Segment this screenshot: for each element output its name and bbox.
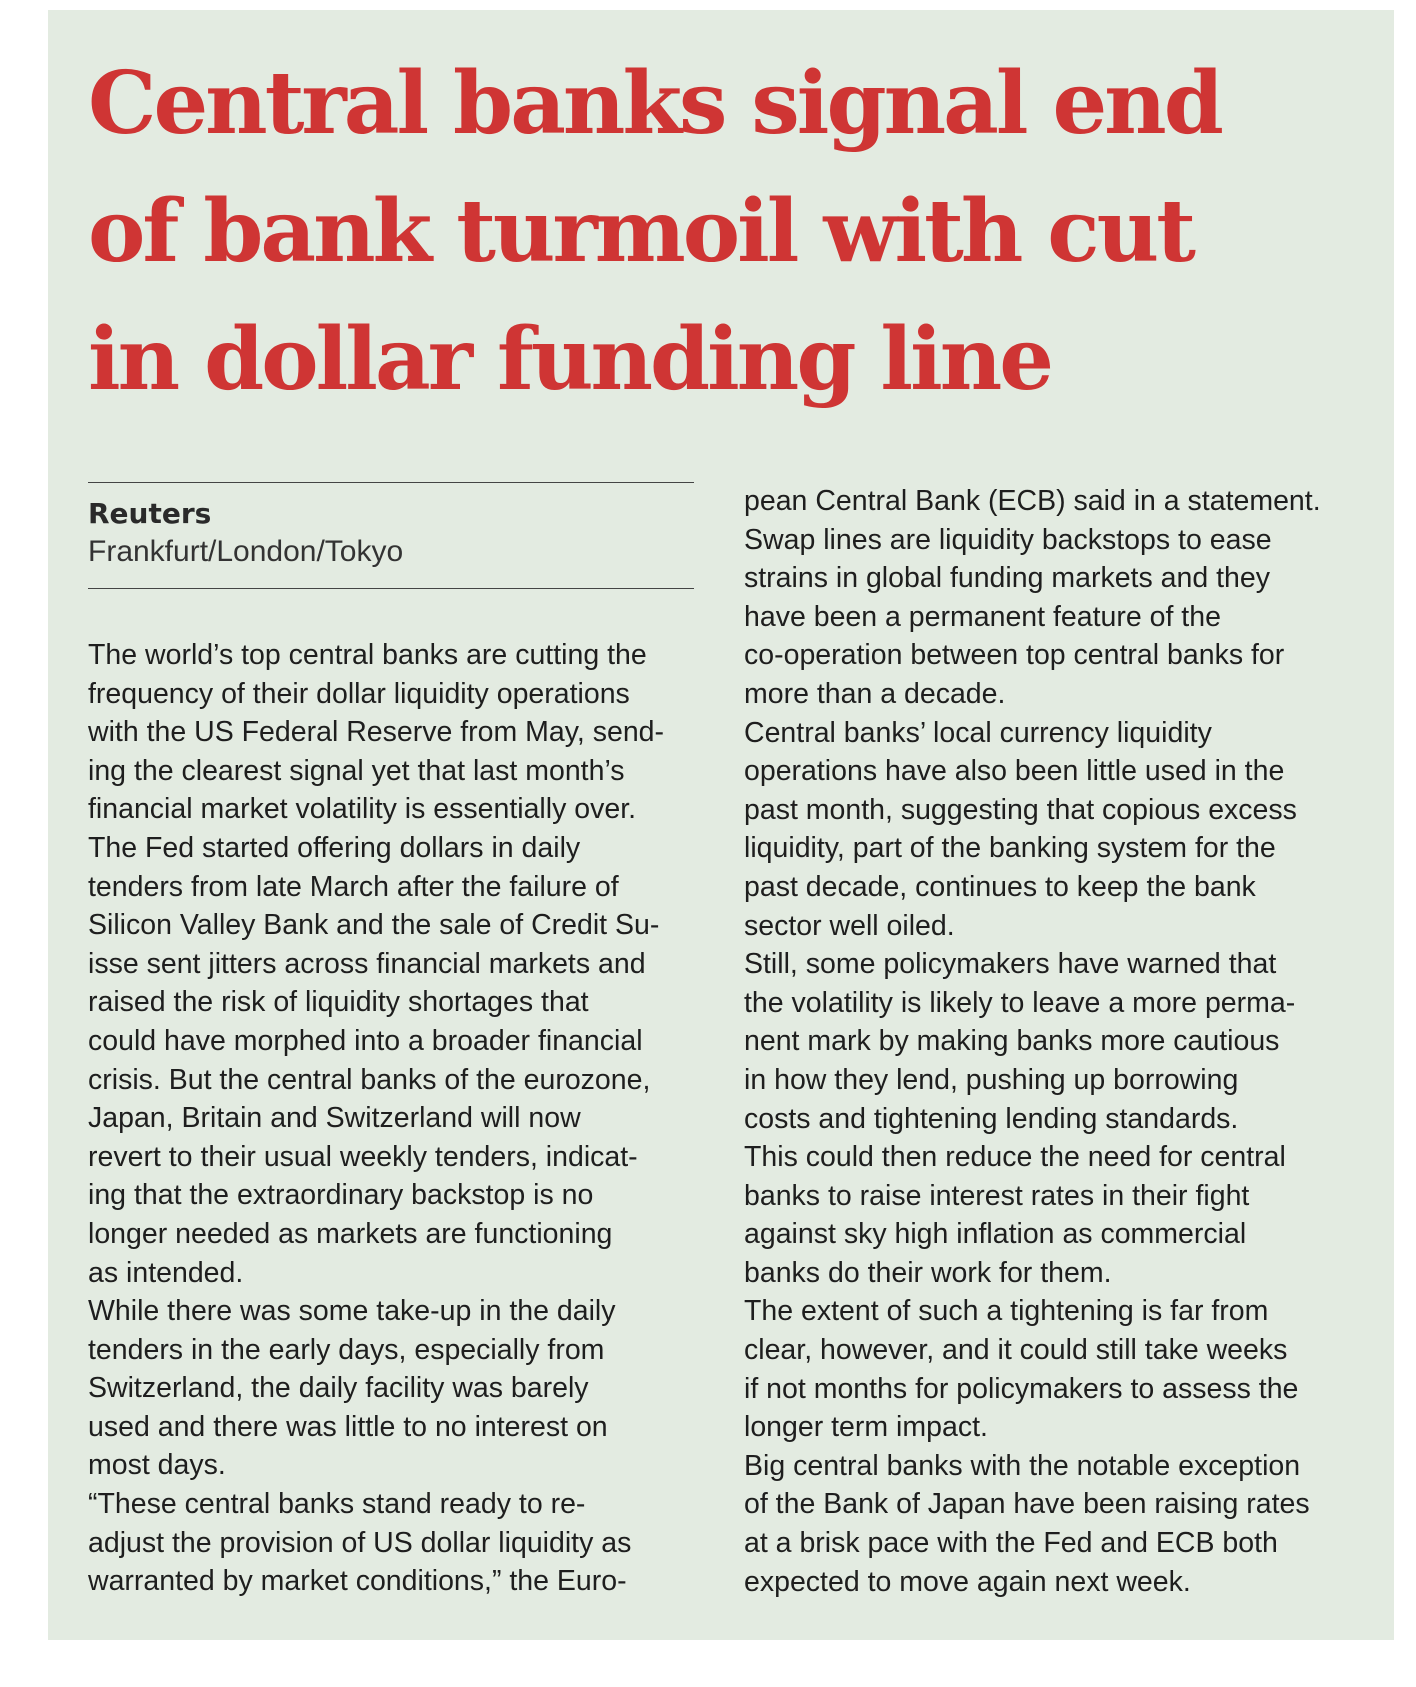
headline-line: in dollar funding line [88, 309, 1051, 410]
headline [88, 40, 1368, 424]
body-text-line: more than a decade. [744, 677, 1006, 710]
body-text-line: This could then reduce the need for central [744, 1141, 1286, 1174]
byline-dateline: Frankfurt/London/Tokyo [88, 535, 404, 568]
body-text-line: longer term impact. [744, 1411, 988, 1444]
body-text-line: against sky high inflation as commercial [744, 1218, 1247, 1251]
body-text-line: Still, some policymakers have warned that [744, 948, 1277, 981]
body-text-line: past month, suggesting that copious excess [744, 793, 1297, 826]
body-text-line: costs and tightening lending standards. [744, 1102, 1239, 1135]
body-text-line: tenders from late March after the failure of [88, 870, 619, 903]
body-text-line: nent mark by making banks more cautious [744, 1025, 1280, 1058]
body-text-line: Silicon Valley Bank and the sale of Credit Su- [88, 909, 660, 942]
body-text-line: operations have also been little used in the [744, 755, 1285, 788]
body-text-line: The Fed started offering dollars in daily [88, 831, 581, 864]
body-text-line: if not months for policymakers to assess the [744, 1372, 1299, 1405]
headline-line: Central banks signal end [88, 53, 1221, 154]
body-text-line: adjust the provision of US dollar liquidity as [88, 1526, 632, 1559]
body-text-line: expected to move again next week. [744, 1565, 1191, 1598]
headline-line: of bank turmoil with cut [88, 181, 1193, 282]
body-text-line: warranted by market conditions,” the Euro- [88, 1565, 627, 1598]
body-text-line: sector well oiled. [744, 909, 955, 942]
body-text-line: raised the risk of liquidity shortages that [88, 986, 589, 1019]
body-text-line: Switzerland, the daily facility was barely [88, 1372, 589, 1405]
byline-bottom-rule [88, 588, 694, 589]
body-text-line: crisis. But the central banks of the eurozone, [88, 1063, 651, 1096]
body-text-line: Japan, Britain and Switzerland will now [88, 1102, 581, 1135]
body-text-line: at a brisk pace with the Fed and ECB both [744, 1527, 1278, 1560]
body-text-line: with the US Federal Reserve from May, send- [88, 716, 665, 749]
body-text-line: The extent of such a tightening is far from [744, 1295, 1269, 1328]
body-text-line: most days. [88, 1449, 226, 1482]
body-text-line: While there was some take-up in the daily [88, 1295, 616, 1328]
body-text-line: of the Bank of Japan have been raising rates [744, 1488, 1310, 1521]
body-text-line: co-operation between top central banks for [744, 639, 1285, 672]
right-text-column [744, 482, 1384, 1601]
body-text-line: in how they lend, pushing up borrowing [744, 1063, 1239, 1096]
body-text-line: “These central banks stand ready to re- [88, 1488, 586, 1521]
body-text-line: used and there was little to no interest on [88, 1410, 608, 1443]
body-text-line: could have morphed into a broader financial [88, 1024, 643, 1057]
body-text-line: the volatility is likely to leave a more perma- [744, 986, 1296, 1019]
body-text-line: ing that the extraordinary backstop is no [88, 1179, 594, 1212]
body-text-line: pean Central Bank (ECB) said in a statement. [744, 485, 1321, 517]
body-text-line: isse sent jitters across financial markets and [88, 947, 646, 980]
body-text-line: liquidity, part of the banking system for the [744, 832, 1276, 865]
body-text-line: Swap lines are liquidity backstops to ease [744, 523, 1272, 556]
body-text-line: frequency of their dollar liquidity operations [88, 677, 630, 710]
left-text-column [88, 636, 728, 1601]
body-text-line: as intended. [88, 1256, 244, 1289]
body-text-line: revert to their usual weekly tenders, indicat- [88, 1140, 638, 1173]
body-text-line: tenders in the early days, especially from [88, 1333, 605, 1366]
byline-agency: Reuters [88, 497, 212, 530]
body-text-line: clear, however, and it could still take weeks [744, 1334, 1288, 1367]
body-text-line: have been a permanent feature of the [744, 600, 1221, 633]
body-text-line: Central banks’ local currency liquidity [744, 716, 1212, 749]
body-text-line: strains in global funding markets and they [744, 562, 1270, 595]
body-text-line: banks do their work for them. [744, 1256, 1112, 1289]
body-text-line: longer needed as markets are functioning [88, 1217, 613, 1250]
body-text-line: Big central banks with the notable exception [744, 1449, 1301, 1482]
body-text-line: past decade, continues to keep the bank [744, 870, 1256, 903]
body-text-line: banks to raise interest rates in their fight [744, 1179, 1250, 1212]
body-text-line: The world’s top central banks are cutting the [88, 639, 647, 671]
body-text-line: ing the clearest signal yet that last month’s [88, 754, 625, 787]
body-text-line: financial market volatility is essentially over. [88, 793, 637, 826]
byline-top-rule [88, 482, 694, 483]
